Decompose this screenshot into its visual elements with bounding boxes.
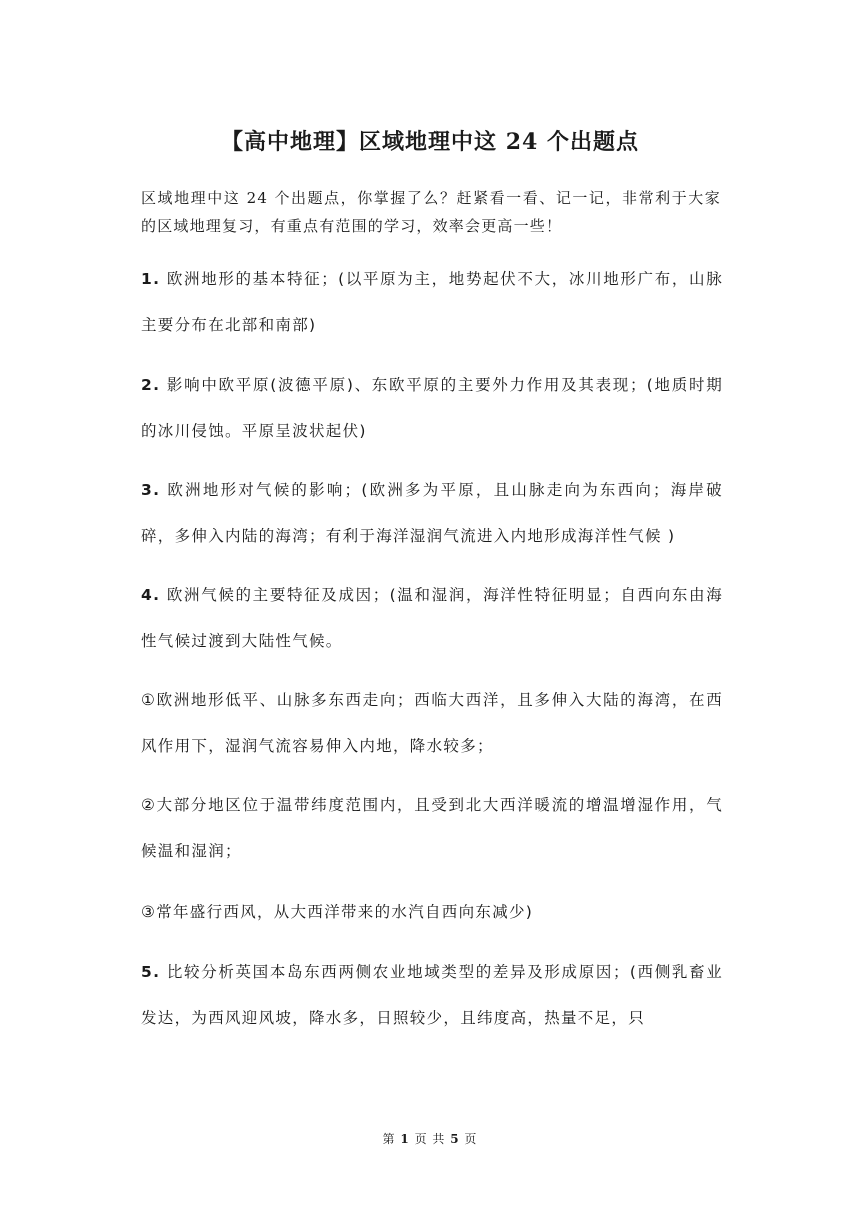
list-item: [141, 889, 723, 935]
list-item: [141, 677, 723, 769]
item-number: 4.: [141, 586, 161, 604]
list-item: [141, 256, 723, 348]
footer-middle: 页 共: [414, 1132, 446, 1146]
list-item: [141, 949, 723, 1041]
item-text: 比较分析英国本岛东西两侧农业地域类型的差异及形成原因；(西侧乳畜业发达，为西风迎风坡，降水多，日照较少，且纬度高，热量不足，只: [141, 963, 723, 1027]
list-item: [141, 467, 723, 559]
total-page-number: 5: [450, 1132, 460, 1146]
item-number: 2.: [141, 376, 161, 394]
page-title: 【高中地理】区域地理中这 24 个出题点: [221, 129, 639, 155]
item-text: 欧洲气候的主要特征及成因；(温和湿润，海洋性特征明显；自西向东由海性气候过渡到大陆性气候。: [141, 586, 723, 650]
intro-paragraph: 区域地理中这 24 个出题点，你掌握了么？赶紧看一看、记一记，非常利于大家的区域地理复习，有重点有范围的学习，效率会更高一些！: [141, 189, 721, 235]
item-text: ③常年盛行西风，从大西洋带来的水汽自西向东减少): [141, 903, 534, 921]
list-item: [141, 782, 723, 874]
item-text: ②大部分地区位于温带纬度范围内，且受到北大西洋暖流的增温增湿作用，气候温和湿润；: [141, 796, 723, 860]
item-number: 1.: [141, 270, 161, 288]
item-text: ①欧洲地形低平、山脉多东西走向；西临大西洋，且多伸入大陆的海湾，在西风作用下，湿润气流容易伸入内地，降水较多；: [141, 691, 723, 755]
item-text: 欧洲地形对气候的影响；(欧洲多为平原，且山脉走向为东西向；海岸破碎，多伸入内陆的海湾；有利于海洋湿润气流进入内地形成海洋性气候 ): [141, 481, 723, 545]
current-page-number: 1: [400, 1132, 410, 1146]
item-number: 5.: [141, 963, 161, 981]
list-item: [141, 362, 723, 454]
item-number: 3.: [141, 481, 161, 499]
page-footer: [0, 1130, 860, 1148]
list-item: [141, 572, 723, 664]
item-text: 影响中欧平原(波德平原)、东欧平原的主要外力作用及其表现；(地质时期的冰川侵蚀。平原呈波状起伏): [141, 376, 723, 440]
footer-suffix: 页: [464, 1132, 478, 1146]
item-text: 欧洲地形的基本特征；(以平原为主，地势起伏不大，冰川地形广布，山脉主要分布在北部和南部): [141, 270, 723, 334]
footer-prefix: 第: [382, 1132, 396, 1146]
